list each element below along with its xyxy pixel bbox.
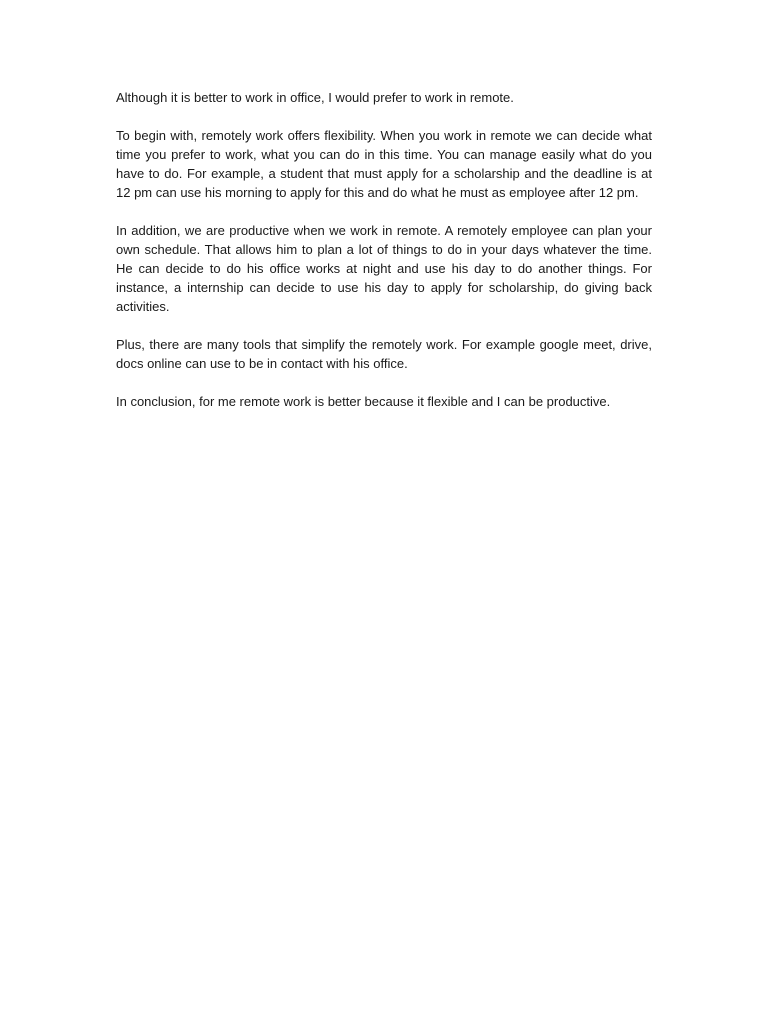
intro-paragraph: Although it is better to work in office, I would prefer to work in remote. — [116, 90, 514, 105]
flexibility-paragraph: To begin with, remotely work offers flexibility. When you work in remote we can decide what time you prefer to work, what you can do in this time. You can manage easily what do you have to do. For example, a student that must apply for a scholarship and the deadline is at 12 pm can use his morning to apply for this and do what he must as employee after 12 pm. — [116, 128, 652, 200]
conclusion-paragraph: In conclusion, for me remote work is better because it flexible and I can be productive. — [116, 394, 611, 409]
productivity-paragraph: In addition, we are productive when we work in remote. A remotely employee can plan your own schedule. That allows him to plan a lot of things to do in your days whatever the time. He can decide to do his office works at night and use his day to do another things. For instance, a internship can decide to use his day to apply for scholarship, do giving back activities. — [116, 223, 652, 314]
tools-paragraph: Plus, there are many tools that simplify the remotely work. For example google meet, drive, docs online can use to be in contact with his office. — [116, 337, 652, 371]
document-body — [116, 88, 652, 430]
